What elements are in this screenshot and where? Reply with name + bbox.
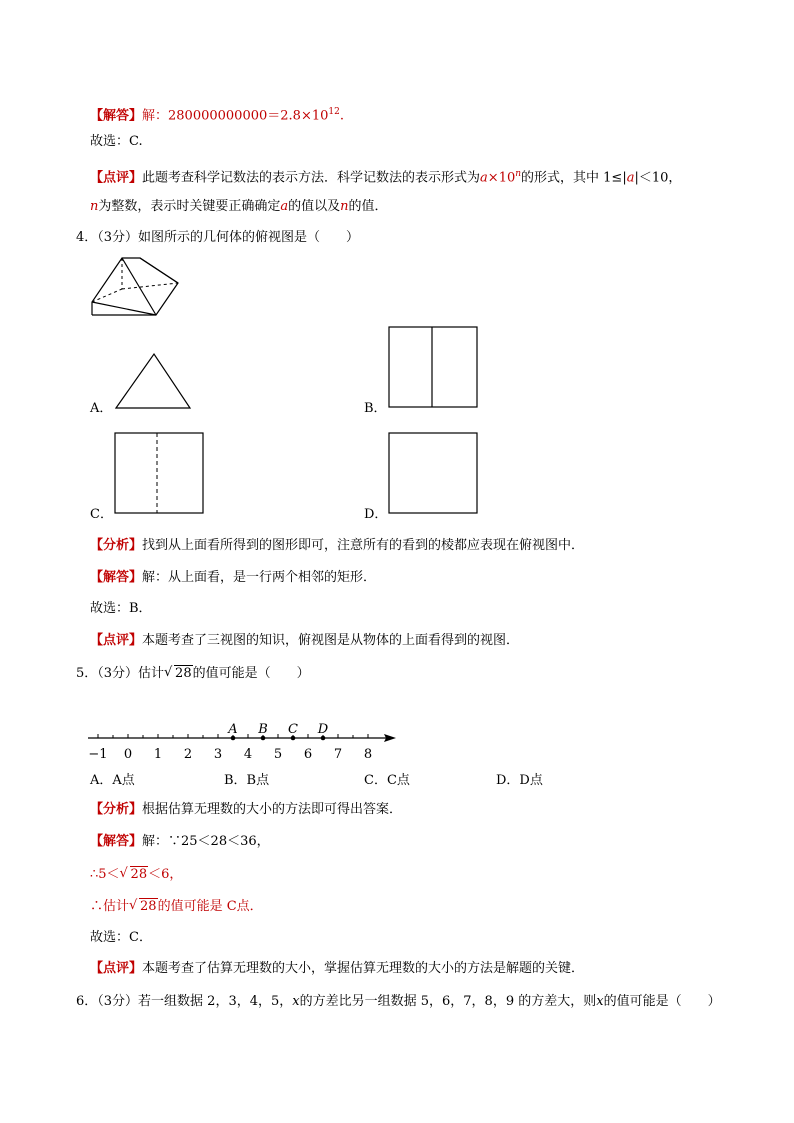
var-a: a	[626, 170, 635, 186]
dashed-rectangle-figure	[113, 432, 205, 516]
comment-text-3: |＜10，	[634, 170, 682, 186]
comment-text-1: 此题考查科学记数法的表示方法．科学记数法的表示形式为	[142, 170, 481, 186]
comment-text-2: 的形式，其中 1≤|	[521, 170, 627, 186]
step3-text-2: 的值可能是 C点．	[157, 899, 263, 914]
tick-label: 0	[123, 747, 133, 762]
comment-text-4: 为整数，表示时关键要正确确定	[98, 199, 281, 214]
q5-answer: 故选：C．	[90, 930, 152, 945]
q4-option-b: B．	[364, 401, 387, 416]
stem-text-1: 6．（3分）若一组数据 2，3，4，5，	[76, 994, 293, 1009]
q5-step3	[90, 898, 263, 916]
analysis-tag: 【分析】	[90, 802, 143, 817]
comment-text-5: 的值以及	[288, 199, 341, 214]
tick-label: −1	[88, 747, 108, 762]
solution-text: 解：280000000000＝2.8×10	[142, 108, 329, 124]
triangle-figure	[112, 350, 192, 412]
q3-comment-line2	[90, 198, 388, 216]
comment-text: 本题考查了估算无理数的大小，掌握估算无理数的大小的方法是解题的关键．	[142, 961, 585, 976]
stem-text-1: 5．（3分）估计	[76, 666, 165, 681]
radicand: 28	[140, 899, 157, 914]
var-n: n	[90, 199, 99, 214]
q4-answer: 故选：B．	[90, 601, 152, 616]
q5-comment	[90, 960, 584, 978]
sqrt	[121, 866, 149, 884]
analysis-text: 找到从上面看所得到的图形即可，注意所有的看到的棱都应表现在俯视图中．	[142, 538, 585, 553]
var-x: x	[596, 994, 604, 1009]
exponent: 12	[328, 107, 340, 117]
q4-comment	[90, 632, 519, 650]
q3-solution-line	[90, 103, 344, 125]
q4-option-c: C．	[90, 507, 113, 522]
q5-option-a: A．A点	[90, 773, 135, 788]
sqrt	[130, 898, 158, 916]
q4-solution	[90, 569, 376, 587]
q5-option-d: D．D点	[496, 773, 543, 788]
prism-figure	[88, 255, 183, 320]
q5-step2	[90, 866, 182, 884]
q4-option-a: A．	[90, 401, 113, 416]
rectangle-figure	[387, 432, 479, 516]
sqrt	[165, 665, 193, 683]
comment-tag: 【点评】	[90, 961, 143, 976]
q5-stem	[76, 665, 310, 683]
comment-text-6: 的值．	[348, 199, 388, 214]
solution-tag: 【解答】	[90, 834, 143, 849]
var-n: n	[515, 169, 522, 179]
q4-stem: 4．（3分）如图所示的几何体的俯视图是（ ）	[76, 230, 360, 245]
step2-text-2: ＜6，	[148, 867, 183, 882]
two-rectangles-figure	[387, 326, 479, 410]
radicand: 28	[130, 867, 148, 882]
q5-option-c: C．C点	[364, 773, 410, 788]
solution-tag: 【解答】	[90, 570, 143, 585]
step2-text-1: ∴5＜	[90, 867, 120, 882]
comment-text: 本题考查了三视图的知识，俯视图是从物体的上面看得到的视图．	[142, 633, 520, 648]
stem-text-3: 的值可能是（ ）	[603, 994, 721, 1009]
point-label: B	[258, 722, 268, 737]
q5-option-b: B．B点	[224, 773, 270, 788]
comment-tag: 【点评】	[90, 170, 143, 186]
analysis-tag: 【分析】	[90, 538, 143, 553]
tick-label: 3	[213, 747, 223, 762]
q6-stem	[76, 993, 721, 1011]
tick-label: 4	[243, 747, 253, 762]
q5-analysis	[90, 801, 402, 819]
radicand: 28	[175, 666, 192, 681]
comment-tag: 【点评】	[90, 633, 143, 648]
point-label: C	[288, 722, 298, 737]
var-n: n	[340, 199, 349, 214]
q3-answer: 故选：C.	[90, 134, 143, 149]
point-label: D	[317, 722, 329, 737]
tick-label: 1	[153, 747, 163, 762]
tick-label: 5	[273, 747, 283, 762]
solution-end: .	[339, 108, 344, 124]
stem-text-2: 的方差比另一组数据 5，6，7，8，9 的方差大，则	[299, 994, 597, 1009]
times-ten: ×10	[487, 170, 516, 186]
tick-label: 8	[363, 747, 373, 762]
number-line	[88, 715, 408, 765]
point-label: A	[228, 722, 238, 737]
q5-solution	[90, 833, 270, 851]
solution-text: 解：从上面看，是一行两个相邻的矩形．	[142, 570, 377, 585]
solution-tag: 【解答】	[90, 108, 143, 124]
analysis-text: 根据估算无理数的大小的方法即可得出答案．	[142, 802, 403, 817]
solution-text: 解：∵25＜28＜36，	[142, 834, 270, 849]
tick-label: 6	[303, 747, 313, 762]
q4-analysis	[90, 537, 584, 555]
tick-label: 7	[333, 747, 343, 762]
tick-label: 2	[183, 747, 193, 762]
stem-text-2: 的值可能是（ ）	[192, 666, 310, 681]
var-x: x	[292, 994, 300, 1009]
q3-comment-line1	[90, 165, 681, 187]
step3-text-1: ∴估计	[90, 899, 130, 914]
q4-option-d: D．	[364, 507, 388, 522]
var-a: a	[280, 199, 289, 214]
var-a: a	[480, 170, 488, 186]
